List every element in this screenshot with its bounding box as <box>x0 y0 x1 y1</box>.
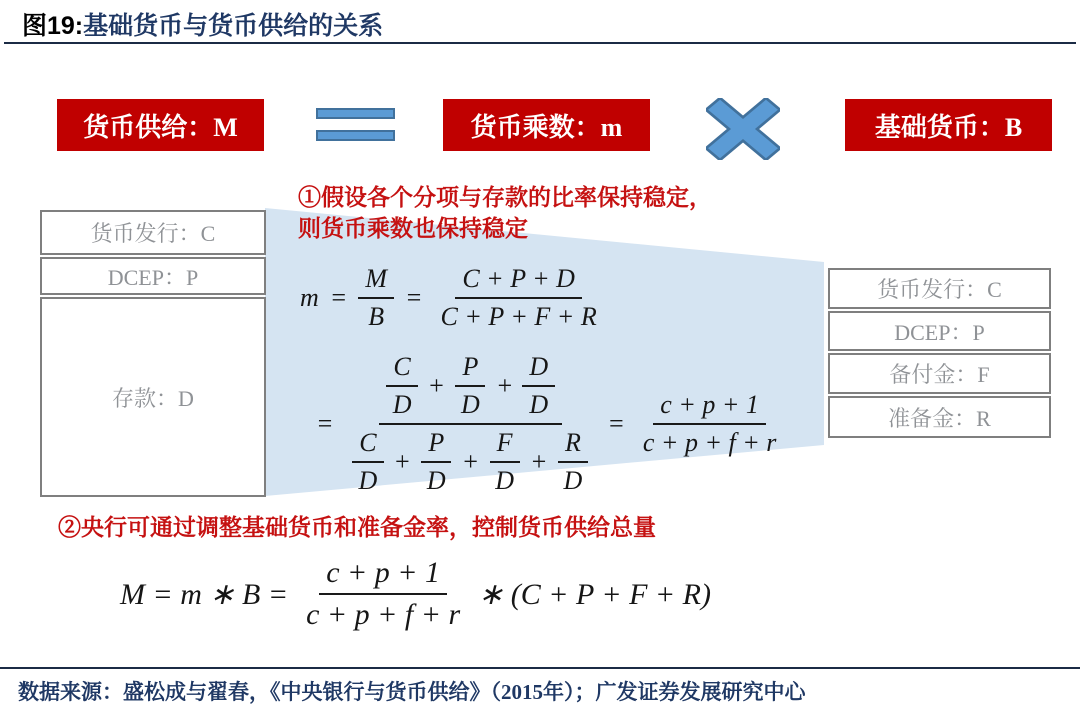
f2-dn3: F <box>490 428 520 463</box>
title-divider-line <box>4 42 1076 44</box>
f1-denominator: B <box>368 302 385 331</box>
f2-denominator-lc: c + p + f + r <box>642 428 777 457</box>
f1-fraction-components <box>434 264 604 332</box>
f2-dn2: P <box>421 428 451 463</box>
annotation-1 <box>298 182 712 244</box>
f1-eq2: = <box>405 283 423 312</box>
multiply-icon <box>706 98 780 160</box>
f2-plus: + <box>495 371 514 400</box>
f3-fraction <box>299 556 467 632</box>
f2-dn4: R <box>558 428 588 463</box>
figure-title-text: 基础货币与货币供给的关系 <box>83 13 384 40</box>
annotation-1-line1: ①假设各个分项与存款的比率保持稳定， <box>298 185 712 210</box>
left-table-row-currency: 货币发行：C <box>40 210 266 255</box>
f2-frac-DD <box>522 352 555 420</box>
f2-frac-PD2 <box>420 428 453 496</box>
f2-plus: + <box>427 371 446 400</box>
f2-frac-FD <box>488 428 521 496</box>
f2-frac-PD <box>454 352 487 420</box>
f1-denominator-2: C + P + F + R <box>440 302 597 331</box>
money-multiplier-box: 货币乘数：m <box>443 99 650 151</box>
f2-dd2: D <box>426 466 446 495</box>
annotation-2: ②央行可通过调整基础货币和准备金率，控制货币供给总量 <box>58 515 656 540</box>
f2-d2: D <box>461 390 480 419</box>
f2-frac-CD <box>386 352 419 420</box>
figure-title <box>22 6 383 42</box>
formula-multiplier-definition <box>300 264 604 332</box>
right-table-row-dcep: DCEP：P <box>828 311 1051 351</box>
f2-n2: P <box>455 352 485 387</box>
f2-dd3: D <box>495 466 514 495</box>
data-source: 数据来源：盛松成与翟春，《中央银行与货币供给》（2015年）；广发证券发展研究中心 <box>18 680 806 704</box>
footer-divider-line <box>0 667 1080 669</box>
f2-plus: + <box>529 447 548 476</box>
f2-frac-RD <box>557 428 590 496</box>
formula-multiplier-ratios <box>316 352 783 496</box>
base-money-box: 基础货币：B <box>845 99 1052 151</box>
left-table-row-dcep: DCEP：P <box>40 257 266 295</box>
f3-denominator: c + p + f + r <box>306 598 461 631</box>
f1-lhs: m <box>300 283 319 312</box>
f1-numerator-2: C + P + D <box>455 264 582 299</box>
f2-eq2: = <box>607 409 625 438</box>
figure-number: 图19: <box>22 12 84 40</box>
f3-numerator: c + p + 1 <box>319 556 447 595</box>
right-table-row-reserves: 准备金：R <box>828 396 1051 438</box>
f2-dn1: C <box>352 428 383 463</box>
left-table-row-deposits: 存款：D <box>40 297 266 497</box>
f2-big-fraction <box>345 352 597 496</box>
f1-eq1: = <box>329 283 348 312</box>
f2-frac-CD2 <box>352 428 385 496</box>
right-table-row-currency: 货币发行：C <box>828 268 1051 309</box>
f2-dd1: D <box>358 466 378 495</box>
f2-d3: D <box>529 390 549 419</box>
f2-big-denominator <box>345 425 597 496</box>
f3-rhs: ∗ (C + P + F + R) <box>478 577 711 611</box>
f2-eq1: = <box>316 409 334 438</box>
right-table-row-provisions: 备付金：F <box>828 353 1051 394</box>
f2-dd4: D <box>563 466 583 495</box>
equals-icon <box>316 108 395 141</box>
equals-bar-top <box>316 108 395 119</box>
equals-bar-bottom <box>316 130 395 141</box>
f2-plus: + <box>461 447 480 476</box>
formula-money-supply <box>120 556 711 632</box>
f3-lhs: M = m ∗ B = <box>120 577 289 611</box>
annotation-1-line2: 则货币乘数也保持稳定 <box>298 216 528 241</box>
f2-d1: D <box>392 390 412 419</box>
f2-plus: + <box>393 447 411 476</box>
f2-n3: D <box>522 352 555 387</box>
f2-numerator-lc: c + p + 1 <box>653 390 766 425</box>
money-supply-box: 货币供给：M <box>57 99 264 151</box>
f2-fraction-lowercase <box>636 390 784 458</box>
f2-n1: C <box>386 352 417 387</box>
f1-fraction-MB <box>358 264 394 332</box>
f2-big-numerator <box>379 352 562 425</box>
f1-numerator: M <box>358 264 394 299</box>
